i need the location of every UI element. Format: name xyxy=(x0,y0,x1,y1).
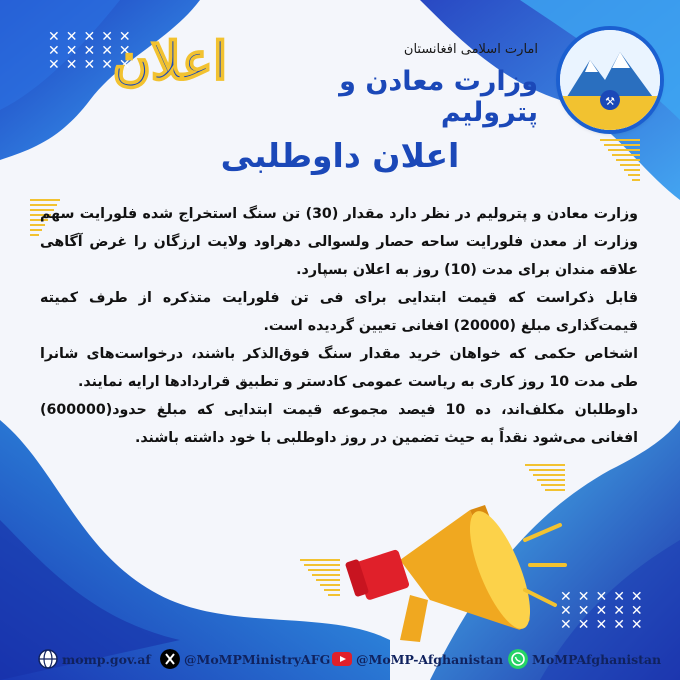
x-link[interactable] xyxy=(160,648,330,670)
x-handle-text: @MoMPMinistryAFG xyxy=(184,651,331,667)
globe-icon xyxy=(38,649,58,669)
x-logo-icon xyxy=(160,649,180,669)
whatsapp-handle-text: MoMPAfghanistan xyxy=(532,651,662,667)
youtube-handle-text: @MoMP-Afghanistan xyxy=(356,651,504,667)
website-text: momp.gov.af xyxy=(62,651,151,667)
paragraph: وزارت معادن و پترولیم در نظر دارد مقدار (30) تن سنگ استخراج شده فلورایت سهم وزارت از معدن فلورایت ساحه حصار ولسوالی دهراود ولایت ارزگان را غرض آگاهی علاقه مندان برای مدت (10) روز به اعلان بسپارد. xyxy=(40,206,638,278)
youtube-link[interactable] xyxy=(332,648,503,670)
decorative-cross-pattern: ✕✕✕✕✕ ✕✕✕✕✕ ✕✕✕✕✕ xyxy=(560,589,649,633)
emirate-name: امارت اسلامی افغانستان xyxy=(403,42,538,57)
decorative-cross-pattern: ✕✕✕✕✕ ✕✕✕✕✕ ✕✕✕✕✕ xyxy=(48,29,137,73)
announcement-badge: اعلان xyxy=(112,31,228,92)
announcement-body xyxy=(40,200,638,452)
paragraph: اشخاص حکمی که خواهان خرید مقدار سنگ فوق‌الذکر باشند، درخواست‌های شانرا طی مدت 10 روز کاری به ریاست عمومی کادستر و تطبیق قراردادها ارایه نمایند. xyxy=(40,346,638,390)
svg-text:⚒: ⚒ xyxy=(605,95,615,108)
page-title: اعلان داوطلبی xyxy=(220,136,460,175)
youtube-icon xyxy=(332,649,352,669)
ministry-name: وزارت معادن و پترولیم xyxy=(339,66,538,128)
paragraph: قابل ذکراست که قیمت ابتدایی برای فی تن فلورایت متذکره از طرف کمیته قیمت‌گذاری مبلغ (20000) افغانی تعیین گردیده است. xyxy=(40,290,638,334)
ministry-emblem xyxy=(560,30,660,130)
whatsapp-link[interactable] xyxy=(508,648,661,670)
website-link[interactable] xyxy=(38,648,151,670)
whatsapp-icon xyxy=(508,649,528,669)
footer-social-bar xyxy=(0,636,680,680)
paragraph: داوطلبان مکلف‌اند، ده 10 فیصد مجموعه قیمت ابتدایی که مبلغ حدود(600000) افغانی می‌شود نقداً به حیث تضمین در روز داوطلبی با خود داشته باشند. xyxy=(40,402,638,446)
